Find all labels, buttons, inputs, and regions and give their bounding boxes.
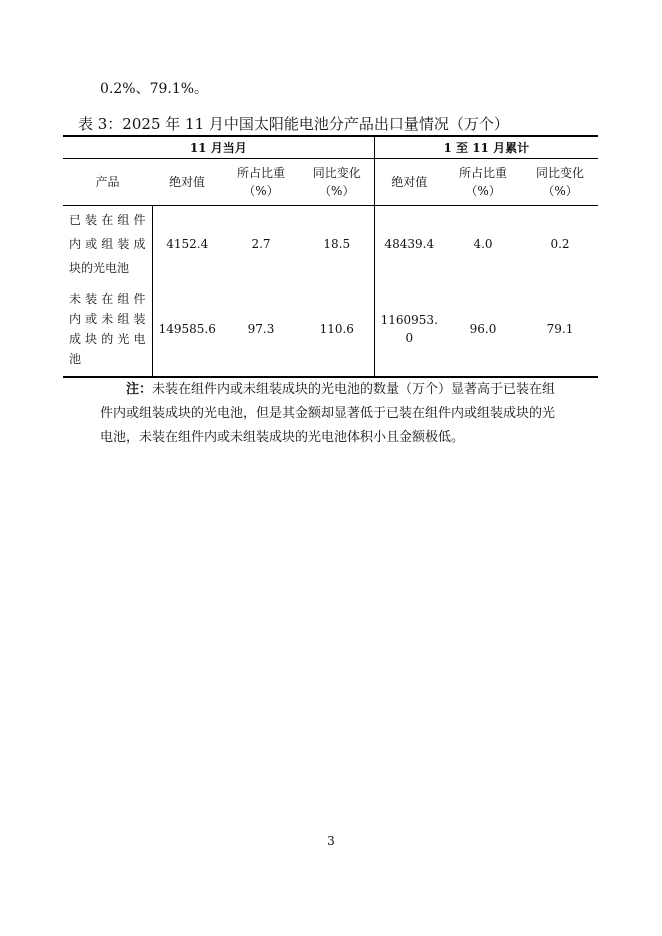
product-cell: 未装在组件 内或未组装 成块的光电 池 — [63, 282, 152, 377]
product-cell: 已装在组件 内或组装成 块的光电池 — [69, 213, 146, 275]
column-header-row — [63, 159, 598, 206]
intro-text: 0.2%、79.1%。 — [100, 81, 209, 97]
note-line-1: 未装在组件内或未组装成块的光电池的数量（万个）显著高于已装在组 — [152, 382, 556, 397]
cum-absolute-cell: 48439.4 — [374, 206, 444, 283]
month-share-cell: 2.7 — [251, 237, 271, 251]
col-header-month-share: 所占比重 （%） — [222, 159, 300, 206]
group-header-cumulative: 1 至 11 月累计 — [374, 136, 598, 159]
col-header-month-yoy: 同比变化 （%） — [300, 159, 374, 206]
note-line-2: 件内或组装成块的光电池，但是其金额却显著低于已装在组件内或组装成块的光 — [100, 406, 556, 421]
cum-share-cell: 96.0 — [444, 282, 522, 377]
month-yoy-cell: 110.6 — [300, 282, 374, 377]
table-note — [100, 378, 562, 450]
month-yoy-cell: 18.5 — [323, 237, 351, 251]
month-absolute-cell: 149585.6 — [152, 282, 222, 377]
col-header-product: 产品 — [63, 159, 152, 206]
group-header-month: 11 月当月 — [63, 136, 374, 159]
cum-share-cell: 4.0 — [473, 237, 493, 251]
note-label: 注： — [126, 382, 153, 397]
col-header-cum-yoy: 同比变化 （%） — [522, 159, 598, 206]
table-caption: 表 3：2025 年 11 月中国太阳能电池分产品出口量情况（万个） — [78, 115, 509, 133]
page-number: 3 — [327, 834, 335, 848]
group-header-row — [63, 136, 598, 159]
month-share-cell: 97.3 — [222, 282, 300, 377]
cum-yoy-cell: 79.1 — [522, 282, 598, 377]
export-table — [63, 135, 598, 378]
col-header-month-absolute: 绝对值 — [152, 159, 222, 206]
cum-absolute-cell: 1160953. 0 — [374, 282, 444, 377]
month-absolute-cell: 4152.4 — [152, 206, 222, 283]
col-header-cum-absolute: 绝对值 — [374, 159, 444, 206]
cum-yoy-cell: 0.2 — [550, 237, 570, 251]
col-header-cum-share: 所占比重 （%） — [444, 159, 522, 206]
note-line-3: 电池，未装在组件内或未组装成块的光电池体积小且金额极低。 — [100, 430, 465, 445]
table-row — [63, 282, 598, 377]
table-row — [63, 206, 598, 283]
